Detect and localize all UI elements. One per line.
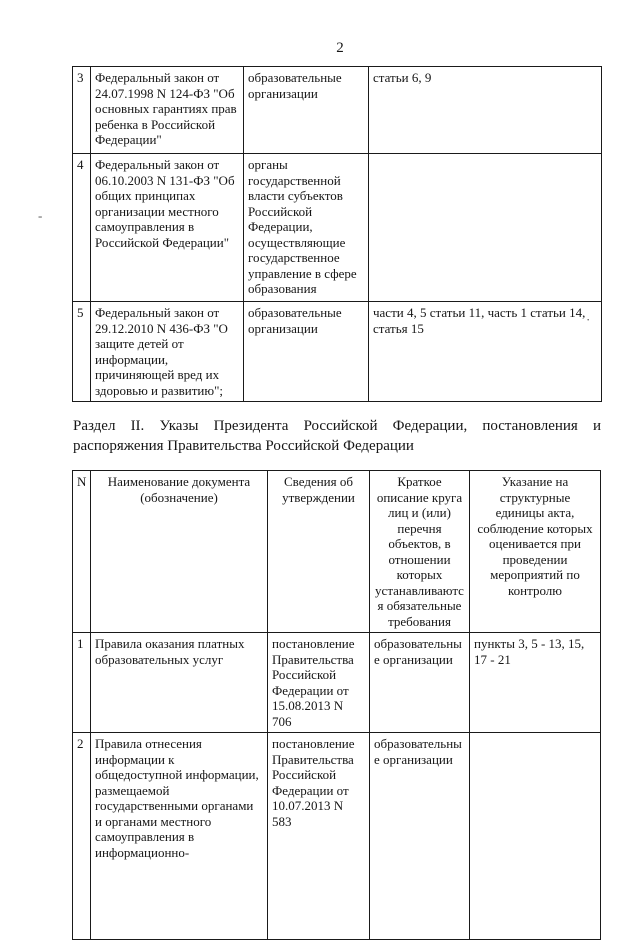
laws-table-continued bbox=[72, 66, 602, 402]
page-number: 2 bbox=[336, 40, 344, 56]
table-header-row bbox=[73, 471, 601, 633]
act-name: Федеральный закон от 06.10.2003 N 131-ФЗ "Об общих принципах организации местного самоуправления в Российской Федерации" bbox=[91, 154, 244, 302]
table-row bbox=[73, 302, 602, 402]
header-document-name: Наименование документа (обозначение) bbox=[91, 471, 268, 633]
scope-description: образовательны е организации bbox=[370, 733, 470, 940]
provisions bbox=[369, 154, 602, 302]
scope-description: образовательны е организации bbox=[370, 633, 470, 733]
row-number: 5 bbox=[73, 302, 91, 402]
row-number: 4 bbox=[73, 154, 91, 302]
table-row bbox=[73, 633, 601, 733]
scan-speck: - bbox=[38, 208, 43, 223]
row-number: 1 bbox=[73, 633, 91, 733]
decrees-table bbox=[72, 470, 601, 940]
header-approval: Сведения об утверждении bbox=[268, 471, 370, 633]
section-heading-line-2: распоряжения Правительства Российской Федерации bbox=[73, 438, 414, 454]
subjects: органы государственной власти субъектов Российской Федерации, осуществляющие государственное управление в сфере образования bbox=[244, 154, 369, 302]
section-heading-line-1: Раздел II. Указы Президента Российской Федерации, постановления и bbox=[73, 418, 601, 434]
structural-units bbox=[470, 733, 601, 940]
scan-speck: · bbox=[586, 312, 591, 327]
approval-info: постановление Правительства Российской Федерации от 15.08.2013 N 706 bbox=[268, 633, 370, 733]
approval-info: постановление Правительства Российской Федерации от 10.07.2013 N 583 bbox=[268, 733, 370, 940]
provisions: части 4, 5 статьи 11, часть 1 статьи 14, статья 15 bbox=[369, 302, 602, 402]
section-heading bbox=[73, 416, 601, 456]
row-number: 3 bbox=[73, 67, 91, 154]
row-number: 2 bbox=[73, 733, 91, 940]
header-description: Краткое описание круга лиц и (или) перечня объектов, в отношении которых устанавливаютс я обязательные требования bbox=[370, 471, 470, 633]
structural-units: пункты 3, 5 - 13, 15, 17 - 21 bbox=[470, 633, 601, 733]
provisions: статьи 6, 9 bbox=[369, 67, 602, 154]
document-name: Правила оказания платных образовательных услуг bbox=[91, 633, 268, 733]
subjects: образовательные организации bbox=[244, 67, 369, 154]
act-name: Федеральный закон от 29.12.2010 N 436-ФЗ "О защите детей от информации, причиняющей вред их здоровью и развитию"; bbox=[91, 302, 244, 402]
subjects: образовательные организации bbox=[244, 302, 369, 402]
table-row bbox=[73, 733, 601, 940]
document-name: Правила отнесения информации к общедоступной информации, размещаемой государственными органами и органами местного самоуправления в информационно- bbox=[91, 733, 268, 940]
header-structural-units: Указание на структурные единицы акта, соблюдение которых оценивается при проведении мероприятий по контролю bbox=[470, 471, 601, 633]
act-name: Федеральный закон от 24.07.1998 N 124-ФЗ "Об основных гарантиях прав ребенка в Российской Федерации" bbox=[91, 67, 244, 154]
table-row bbox=[73, 154, 602, 302]
header-number: N bbox=[73, 471, 91, 633]
table-row bbox=[73, 67, 602, 154]
